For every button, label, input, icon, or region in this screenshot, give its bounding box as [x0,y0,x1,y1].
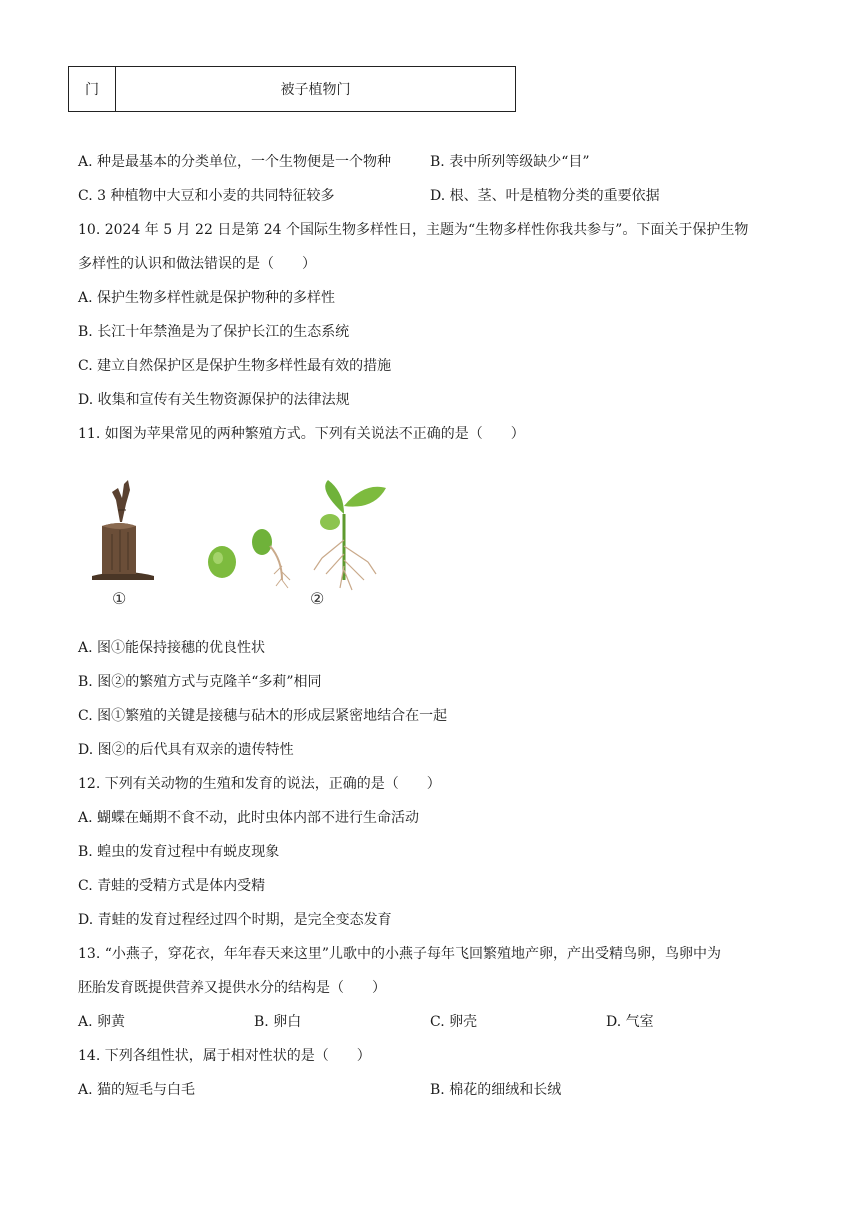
q10-stem-line-1: 10. 2024 年 5 月 22 日是第 24 个国际生物多样性日，主题为“生物多样性你我共参与”。下面关于保护生物 [78,222,749,238]
q14-option-b: B. 棉花的细绒和长绒 [430,1082,562,1098]
q13-option-a: A. 卵黄 [78,1014,126,1030]
apple-propagation-figure [82,470,402,610]
q13-option-b: B. 卵白 [254,1014,302,1030]
q10-stem-line-2: 多样性的认识和做法错误的是（ ） [78,256,316,272]
q11-option-a: A. 图①能保持接穗的优良性状 [78,640,266,656]
grafting-illustration [92,480,154,580]
table-cell-value: 被子植物门 [116,67,516,112]
q14-option-a: A. 猫的短毛与白毛 [78,1082,196,1098]
q9-option-b: B. 表中所列等级缺少“目” [430,154,590,170]
q13-stem-line-2: 胚胎发育既提供营养又提供水分的结构是（ ） [78,980,386,996]
q12-option-d: D. 青蛙的发育过程经过四个时期，是完全变态发育 [78,912,392,928]
classification-table-fragment [68,66,516,112]
q10-option-b: B. 长江十年禁渔是为了保护长江的生态系统 [78,324,350,340]
q13-option-d: D. 气室 [606,1014,654,1030]
q11-option-c: C. 图①繁殖的关键是接穗与砧木的形成层紧密地结合在一起 [78,708,448,724]
q13-option-c: C. 卵壳 [430,1014,478,1030]
q11-option-b: B. 图②的繁殖方式与克隆羊“多莉”相同 [78,674,322,690]
q12-option-b: B. 蝗虫的发育过程中有蜕皮现象 [78,844,280,860]
table-cell-rank: 门 [69,67,116,112]
q9-option-a: A. 种是最基本的分类单位，一个生物便是一个物种 [78,154,392,170]
figure-label-2: ② [310,589,325,608]
q11-option-d: D. 图②的后代具有双亲的遗传特性 [78,742,294,758]
q14-stem: 14. 下列各组性状，属于相对性状的是（ ） [78,1048,371,1064]
q12-option-c: C. 青蛙的受精方式是体内受精 [78,878,266,894]
q12-stem: 12. 下列有关动物的生殖和发育的说法，正确的是（ ） [78,776,441,792]
q12-option-a: A. 蝴蝶在蛹期不食不动，此时虫体内部不进行生命活动 [78,810,420,826]
seed-germination-illustration [208,480,386,590]
q10-option-d: D. 收集和宣传有关生物资源保护的法律法规 [78,392,350,408]
q9-option-c: C. 3 种植物中大豆和小麦的共同特征较多 [78,188,335,204]
q13-stem-line-1: 13. “小燕子，穿花衣，年年春天来这里”儿歌中的小燕子每年飞回繁殖地产卵，产出受精鸟卵，鸟卵中为 [78,946,722,962]
q11-stem: 11. 如图为苹果常见的两种繁殖方式。下列有关说法不正确的是（ ） [78,426,525,442]
figure-label-1: ① [112,589,127,608]
q9-option-d: D. 根、茎、叶是植物分类的重要依据 [430,188,660,204]
q10-option-c: C. 建立自然保护区是保护生物多样性最有效的措施 [78,358,392,374]
q10-option-a: A. 保护生物多样性就是保护物种的多样性 [78,290,336,306]
